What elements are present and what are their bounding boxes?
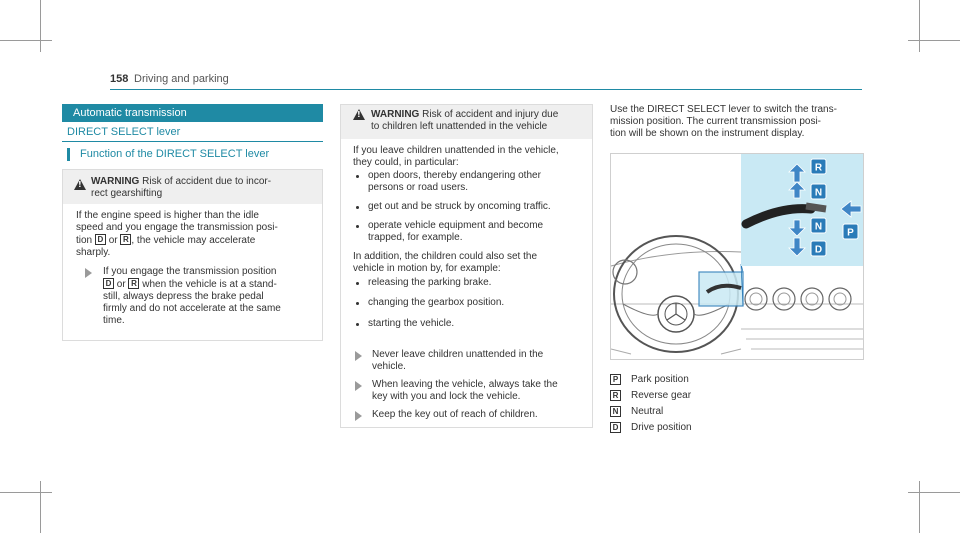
crop-mark: [0, 40, 52, 41]
function-title: Function of the DIRECT SELECT lever: [80, 148, 270, 160]
bullet-icon: [356, 302, 359, 305]
warning-title: to children left unattended in the vehicle: [371, 121, 548, 132]
warning-title: rect gearshifting: [91, 188, 163, 199]
bullet-icon: [356, 206, 359, 209]
bullet-icon: [356, 225, 359, 228]
legend-item: D Drive position: [610, 422, 692, 433]
right-intro: Use the DIRECT SELECT lever to switch the trans- mission position. The current transmission posi- tion will be shown on the instrument display.: [610, 104, 837, 139]
warning-action: When leaving the vehicle, always take the key with you and lock the vehicle.: [372, 379, 558, 402]
header-rule: [110, 89, 862, 90]
crop-mark: [919, 481, 920, 533]
subheading: DIRECT SELECT lever: [67, 126, 181, 138]
gear-key-d: D: [610, 422, 621, 433]
crop-mark: [919, 0, 920, 52]
gear-key-r: R: [128, 278, 139, 289]
subheading-rule: [62, 141, 323, 142]
figure-key-n: N: [814, 221, 823, 233]
warning-title: Risk of accident due to incor-: [139, 176, 272, 187]
legend-item: N Neutral: [610, 406, 663, 417]
gear-key-d: D: [103, 278, 114, 289]
crop-mark: [908, 40, 960, 41]
warning-icon: [74, 179, 86, 190]
cockpit-drawing: [611, 154, 864, 360]
list-item: open doors, thereby endangering other persons or road users.: [368, 170, 541, 193]
crop-mark: [0, 492, 52, 493]
page-number: 158: [110, 73, 129, 85]
list-item: operate vehicle equipment and become trapped, for example.: [368, 220, 544, 243]
figure-key-p: P: [847, 227, 854, 239]
warning-intro: If you leave children unattended in the vehicle, they could, in particular:: [353, 145, 559, 168]
warning-box-gearshift: [62, 169, 323, 341]
action-arrow-icon: [355, 351, 362, 361]
warning-label: WARNING: [371, 109, 420, 120]
warning-action: Never leave children unattended in the vehicle.: [372, 349, 544, 372]
figure-key-d: D: [814, 244, 823, 256]
warning-action: Keep the key out of reach of children.: [372, 409, 538, 420]
figure-key-n: N: [814, 187, 823, 199]
function-marker: [67, 148, 70, 161]
legend-item: P Park position: [610, 374, 689, 385]
list-item: changing the gearbox position.: [368, 297, 505, 308]
warning-header: [341, 105, 592, 139]
figure-key-r: R: [814, 162, 823, 174]
crop-mark: [40, 481, 41, 533]
gear-key-n: N: [610, 406, 621, 417]
chapter-title: Driving and parking: [134, 73, 229, 85]
warning-header: [63, 170, 322, 204]
warning-icon: [353, 109, 365, 120]
list-item: starting the vehicle.: [368, 318, 455, 329]
warning-intro: In addition, the children could also set the vehicle in motion by, for example:: [353, 251, 538, 274]
gear-key-d: D: [95, 234, 106, 245]
crop-mark: [908, 492, 960, 493]
warning-body: If the engine speed is higher than the idle speed and you engage the transmission posi- tion D or R , the vehicle may accelerate sharply.: [76, 210, 278, 258]
bullet-icon: [356, 175, 359, 178]
warning-box-children: [340, 104, 593, 428]
bullet-icon: [356, 323, 359, 326]
action-arrow-icon: [355, 381, 362, 391]
warning-title: Risk of accident and injury due: [419, 109, 559, 120]
action-arrow-icon: [355, 411, 362, 421]
legend-item: R Reverse gear: [610, 390, 691, 401]
warning-label: WARNING: [91, 176, 140, 187]
gear-key-r: R: [120, 234, 131, 245]
gear-key-r: R: [610, 390, 621, 401]
warning-action: If you engage the transmission position D or R when the vehicle is at a stand- still, always depress the brake pedal firmly and do not accelerate at the same time.: [103, 266, 281, 326]
crop-mark: [40, 0, 41, 52]
list-item: get out and be struck by oncoming traffic.: [368, 201, 551, 212]
bullet-icon: [356, 282, 359, 285]
direct-select-lever-illustration: [610, 153, 864, 360]
list-item: releasing the parking brake.: [368, 277, 492, 288]
section-title: Automatic transmission: [62, 104, 323, 122]
action-arrow-icon: [85, 268, 92, 278]
gear-key-p: P: [610, 374, 621, 385]
